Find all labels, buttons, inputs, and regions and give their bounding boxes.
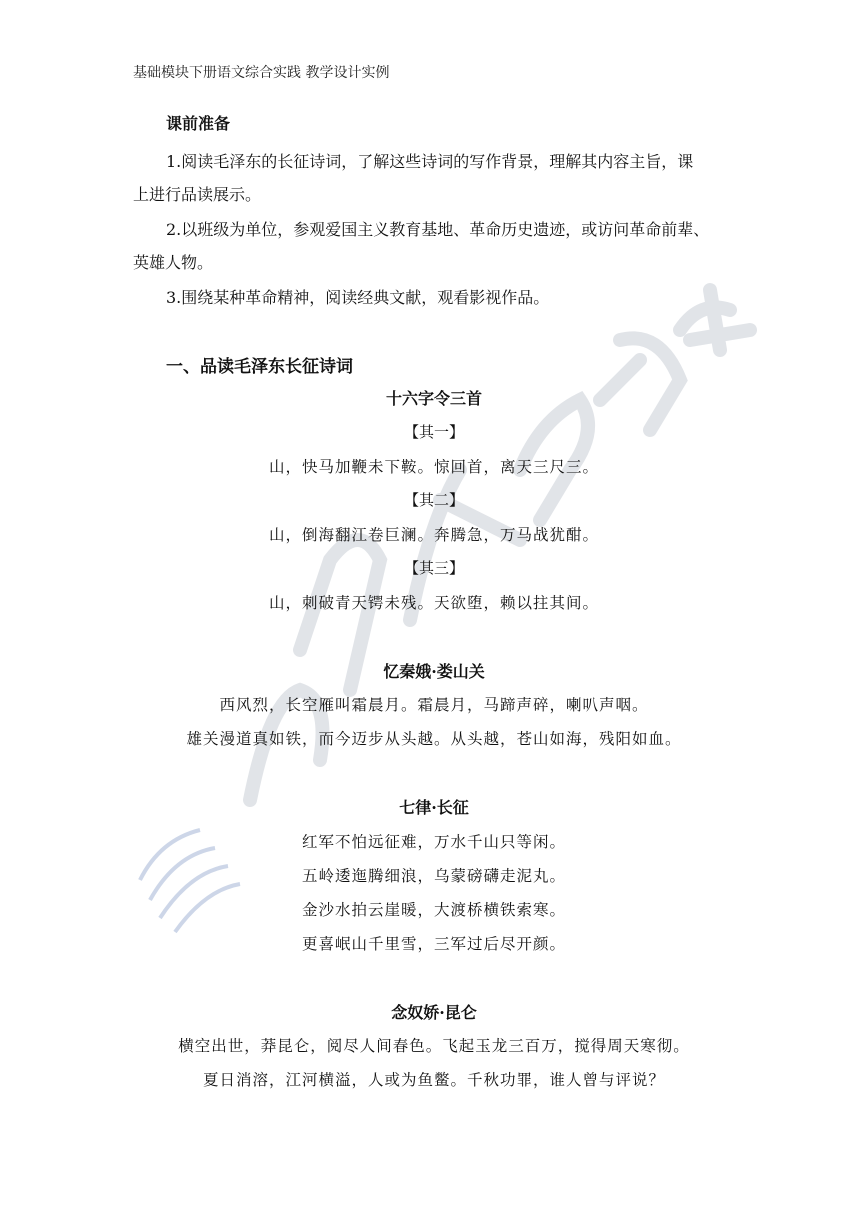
poem-line: 横空出世，莽昆仑，阅尽人间春色。飞起玉龙三百万，搅得周天寒彻。 <box>178 1037 690 1055</box>
poem-title: 念奴娇·昆仑 <box>391 1003 477 1022</box>
poem-part-label: 【其一】 <box>403 423 464 441</box>
poem-line: 山，快马加鞭未下鞍。惊回首，离天三尺三。 <box>268 458 599 476</box>
poem-line: 五岭逶迤腾细浪，乌蒙磅礴走泥丸。 <box>301 867 566 885</box>
poem-part-label: 【其三】 <box>403 559 464 577</box>
page-header: 基础模块下册语文综合实践 教学设计实例 <box>133 65 390 81</box>
section-heading: 一、品读毛泽东长征诗词 <box>166 357 353 377</box>
prep-item-3-line1: 3.围绕某种革命精神，阅读经典文献，观看影视作品。 <box>166 288 550 307</box>
poem-title: 七律·长征 <box>399 798 469 817</box>
prep-title: 课前准备 <box>166 114 231 133</box>
prep-item-1-line1: 1.阅读毛泽东的长征诗词，了解这些诗词的写作背景，理解其内容主旨，课 <box>166 152 694 171</box>
poem-part-label: 【其二】 <box>403 491 464 509</box>
poem-title: 忆秦娥·娄山关 <box>383 662 485 681</box>
poem-line: 雄关漫道真如铁，而今迈步从头越。从头越，苍山如海，残阳如血。 <box>186 730 682 748</box>
poem-line: 夏日消溶，江河横溢，人或为鱼鳖。千秋功罪，谁人曾与评说？ <box>202 1071 665 1089</box>
prep-item-2-line1: 2.以班级为单位，参观爱国主义教育基地、革命历史遗迹，或访问革命前辈、 <box>166 220 710 239</box>
prep-item-2-line2: 英雄人物。 <box>133 253 214 272</box>
poem-line: 更喜岷山千里雪，三军过后尽开颜。 <box>301 935 566 953</box>
poem-title: 十六字令三首 <box>385 389 482 408</box>
poem-line: 西风烈，长空雁叫霜晨月。霜晨月，马蹄声碎，喇叭声咽。 <box>219 696 649 714</box>
poem-line: 山，倒海翻江卷巨澜。奔腾急，万马战犹酣。 <box>268 526 599 544</box>
poem-line: 红军不怕远征难，万水千山只等闲。 <box>301 833 566 851</box>
poem-line: 山，刺破青天锷未残。天欲堕，赖以拄其间。 <box>268 594 599 612</box>
poem-line: 金沙水拍云崖暖，大渡桥横铁索寒。 <box>301 901 566 919</box>
prep-item-1-line2: 上进行品读展示。 <box>133 185 262 204</box>
